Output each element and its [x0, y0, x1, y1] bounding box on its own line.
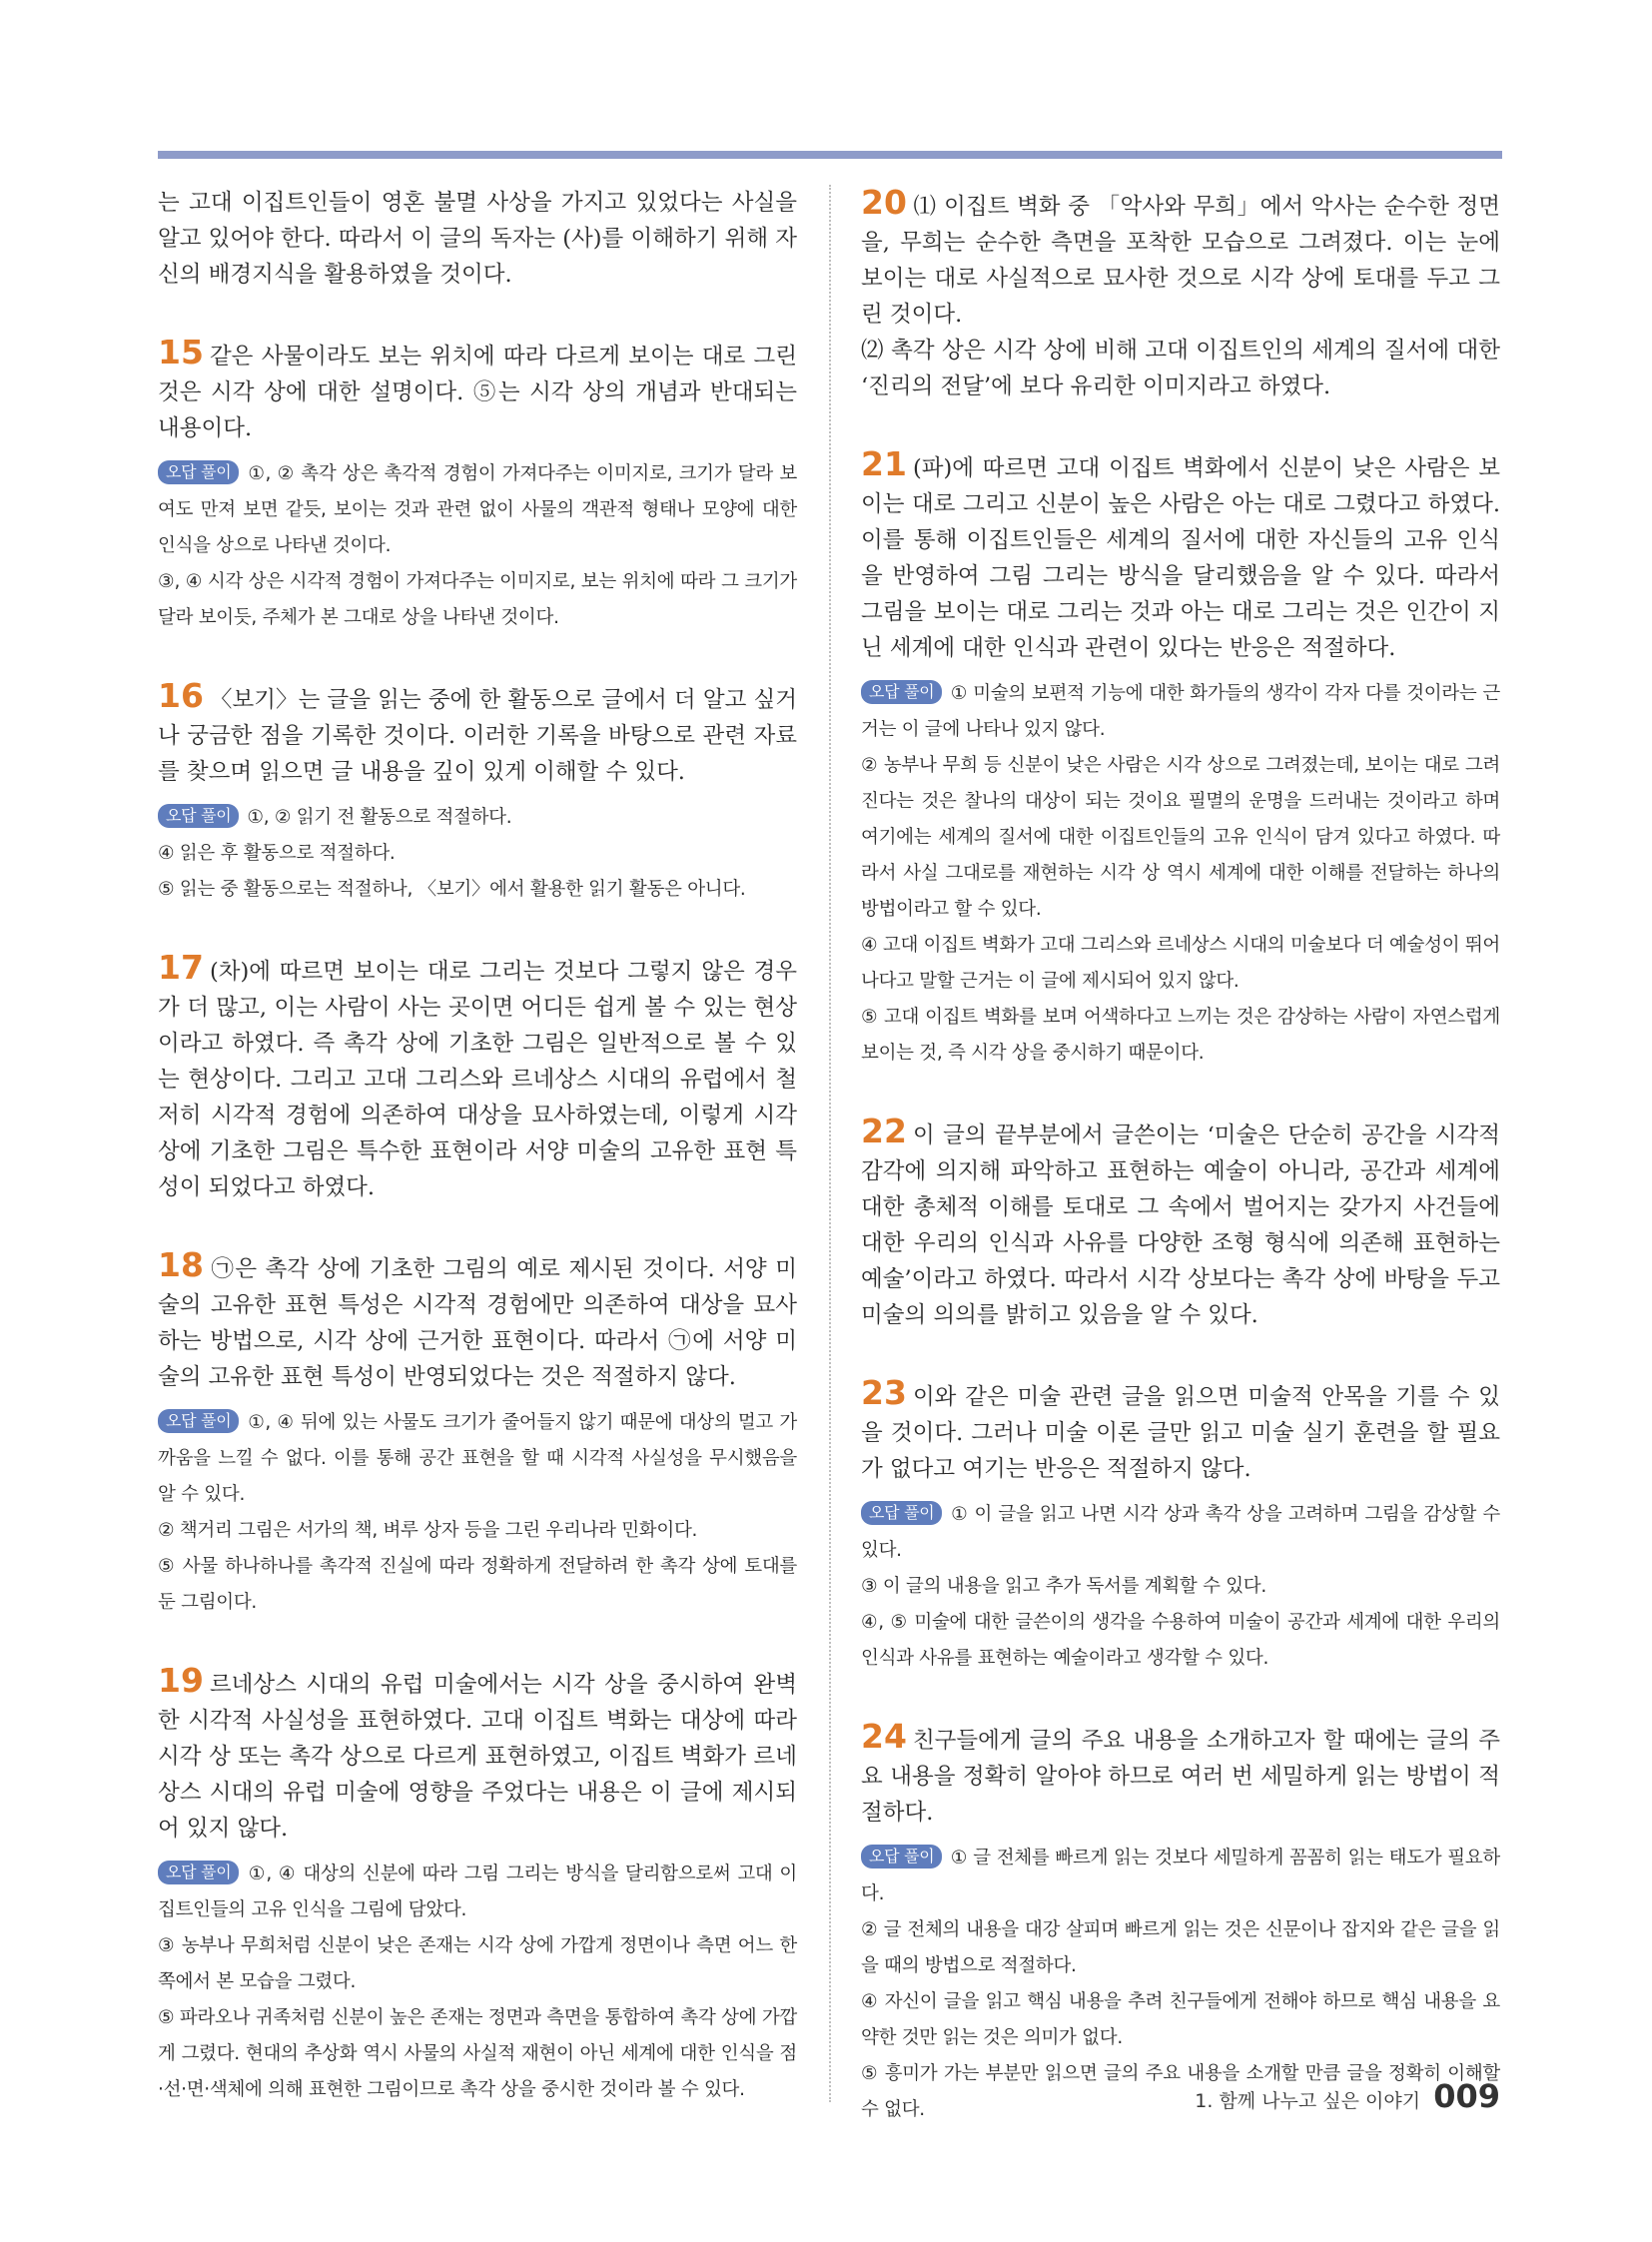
note-text: ⑤ 읽는 중 활동으로는 적절하나, 〈보기〉에서 활용한 읽기 활동은 아니다.: [158, 879, 746, 900]
note-text: ⑤ 흥미가 가는 부분만 읽으면 글의 주요 내용을 소개할 만큼 글을 정확히 이해할 수 없다.: [861, 2063, 1500, 2120]
answer-17: [158, 950, 797, 1205]
wrong-answer-badge: 오답 풀이: [861, 680, 942, 704]
answer-text: 〈보기〉는 글을 읽는 중에 한 활동으로 글에서 더 알고 싶거나 궁금한 점을 기록한 것이다. 이러한 기록을 바탕으로 관련 자료를 찾으며 읽으면 글 내용을 깊이 있게 이해할 수 있다.: [158, 687, 797, 785]
question-number: 24: [861, 1717, 907, 1756]
answer-text: ⑴ 이집트 벽화 중 「악사와 무희」에서 악사는 순수한 정면을, 무희는 순수한 측면을 포착한 모습으로 그려졌다. 이는 눈에 보이는 대로 사실적으로 묘사한 것으로 시각 상에 토대를 두고 그린 것이다.: [861, 194, 1500, 328]
question-number: 19: [158, 1661, 204, 1700]
note-text: ①, ④ 뒤에 있는 사물도 크기가 줄어들지 않기 때문에 대상의 멀고 가까움을 느낄 수 없다. 이를 통해 공간 표현을 할 때 시각적 사실성을 무시했음을 알 수 있다.: [158, 1412, 797, 1505]
note-text: ①, ② 촉각 상은 촉각적 경험이 가져다주는 이미지로, 크기가 달라 보여도 만져 보면 같듯, 보이는 것과 관련 없이 사물의 객관적 형태나 모양에 대한 인식을 상으로 나타낸 것이다.: [158, 463, 797, 556]
answer-19: [158, 1663, 797, 2108]
wrong-answer-badge: 오답 풀이: [158, 804, 239, 828]
wrong-answer-notes: [861, 1497, 1500, 1677]
answer-text: 친구들에게 글의 주요 내용을 소개하고자 할 때에는 글의 주요 내용을 정확히 알아야 하므로 여러 번 세밀하게 읽는 방법이 적절하다.: [861, 1728, 1500, 1826]
note-text: ① 이 글을 읽고 나면 시각 상과 촉각 상을 고려하며 그림을 감상할 수 있다.: [861, 1504, 1500, 1561]
wrong-answer-notes: [158, 456, 797, 636]
question-number: 15: [158, 333, 204, 372]
wrong-answer-badge: 오답 풀이: [158, 1409, 239, 1433]
intro-paragraph: 는 고대 이집트인들이 영혼 불멸 사상을 가지고 있었다는 사실을 알고 있어야 한다. 따라서 이 글의 독자는 (사)를 이해하기 위해 자신의 배경지식을 활용하였을 것이다.: [158, 190, 797, 288]
answer-16: [158, 678, 797, 908]
wrong-answer-notes: [158, 800, 797, 908]
question-number: 20: [861, 183, 907, 222]
wrong-answer-notes: [861, 676, 1500, 1072]
answer-text: 르네상스 시대의 유럽 미술에서는 시각 상을 중시하여 완벽한 시각적 사실성을 표현하였다. 고대 이집트 벽화는 대상에 따라 시각 상 또는 촉각 상으로 다르게 표현하였고, 이집트 벽화가 르네상스 시대의 유럽 미술에 영향을 주었다는 내용은 이 글에 제시되어 있지 않다.: [158, 1672, 797, 1842]
note-text: ⑤ 사물 하나하나를 촉각적 진실에 따라 정확하게 전달하려 한 촉각 상에 토대를 둔 그림이다.: [158, 1556, 797, 1613]
wrong-answer-notes: [158, 1405, 797, 1621]
column-divider: [829, 185, 831, 2102]
question-number: 17: [158, 948, 204, 987]
chapter-title: 1. 함께 나누고 싶은 이야기: [1195, 2090, 1421, 2112]
answer-15: [158, 335, 797, 636]
note-text: ①, ④ 대상의 신분에 따라 그림 그리는 방식을 달리함으로써 고대 이집트인들의 고유 인식을 그림에 담았다.: [158, 1864, 797, 1920]
note-text: ③ 농부나 무희처럼 신분이 낮은 존재는 시각 상에 가깝게 정면이나 측면 어느 한쪽에서 본 모습을 그렸다.: [158, 1935, 797, 1992]
note-text: ④ 읽은 후 활동으로 적절하다.: [158, 843, 396, 864]
wrong-answer-badge: 오답 풀이: [158, 460, 239, 484]
note-text: ⑤ 파라오나 귀족처럼 신분이 높은 존재는 정면과 측면을 통합하여 촉각 상에 가깝게 그렸다. 현대의 추상화 역시 사물의 사실적 재현이 아닌 세계에 대한 인식을 점·선·면·색체에 의해 표현한 그림이므로 촉각 상을 중시한 것이라 볼 수 있다.: [158, 2007, 797, 2100]
answer-21: [861, 446, 1500, 1072]
wrong-answer-badge: 오답 풀이: [861, 1501, 942, 1525]
wrong-answer-badge: 오답 풀이: [861, 1845, 942, 1868]
note-text: ① 미술의 보편적 기능에 대한 화가들의 생각이 각자 다를 것이라는 근거는 이 글에 나타나 있지 않다.: [861, 683, 1500, 740]
question-number: 16: [158, 676, 204, 715]
top-rule: [158, 151, 1502, 159]
note-text: ② 농부나 무희 등 신분이 낮은 사람은 시각 상으로 그려졌는데, 보이는 대로 그려진다는 것은 찰나의 대상이 되는 것이요 필멸의 운명을 드러내는 것이라고 하며 여기에는 세계의 질서에 대한 이집트인들의 고유 인식이 담겨 있다고 하였다. 따라서 사실 그대로를 재현하는 시각 상 역시 세계에 대한 이해를 전달하는 하나의 방법이라고 할 수 있다.: [861, 755, 1500, 920]
note-text: ④ 자신이 글을 읽고 핵심 내용을 추려 친구들에게 전해야 하므로 핵심 내용을 요약한 것만 읽는 것은 의미가 없다.: [861, 1991, 1500, 2048]
answer-24: [861, 1719, 1500, 2128]
note-text: ④, ⑤ 미술에 대한 글쓴이의 생각을 수용하여 미술이 공간과 세계에 대한 우리의 인식과 사유를 표현하는 예술이라고 생각할 수 있다.: [861, 1612, 1500, 1669]
wrong-answer-badge: 오답 풀이: [158, 1861, 239, 1884]
question-number: 22: [861, 1112, 907, 1150]
page-number: 009: [1433, 2077, 1500, 2115]
note-text: ② 글 전체의 내용을 대강 살피며 빠르게 읽는 것은 신문이나 잡지와 같은 글을 읽을 때의 방법으로 적절하다.: [861, 1919, 1500, 1976]
note-text: ② 책거리 그림은 서가의 책, 벼루 상자 등을 그린 우리나라 민화이다.: [158, 1520, 698, 1541]
question-number: 21: [861, 444, 907, 483]
note-text: ①, ② 읽기 전 활동으로 적절하다.: [247, 807, 512, 828]
note-text: ④ 고대 이집트 벽화가 고대 그리스와 르네상스 시대의 미술보다 더 예술성이 뛰어나다고 말할 근거는 이 글에 제시되어 있지 않다.: [861, 935, 1500, 992]
answer-text: (파)에 따르면 고대 이집트 벽화에서 신분이 낮은 사람은 보이는 대로 그리고 신분이 높은 사람은 아는 대로 그렸다고 하였다. 이를 통해 이집트인들은 세계의 질서에 대한 자신들의 고유 인식을 반영하여 그림 그리는 방식을 달리했음을 알 수 있다. 따라서 그림을 보이는 대로 그리는 것과 아는 대로 그리는 것은 인간이 지닌 세계에 대한 인식과 관련이 있다는 반응은 적절하다.: [861, 455, 1500, 661]
answer-text-extra: ⑵ 촉각 상은 시각 상에 비해 고대 이집트인의 세계의 질서에 대한 ‘진리의 전달’에 보다 유리한 이미지라고 하였다.: [861, 338, 1500, 399]
question-number: 18: [158, 1245, 204, 1284]
answer-text: ㉠은 촉각 상에 기초한 그림의 예로 제시된 것이다. 서양 미술의 고유한 표현 특성은 시각적 경험에만 의존하여 대상을 묘사하는 방법으로, 시각 상에 근거한 표현이다. 따라서 ㉠에 서양 미술의 고유한 표현 특성이 반영되었다는 것은 적절하지 않다.: [158, 1256, 797, 1390]
answer-text: 같은 사물이라도 보는 위치에 따라 다르게 보이는 대로 그린 것은 시각 상에 대한 설명이다. ⑤는 시각 상의 개념과 반대되는 내용이다.: [158, 344, 797, 441]
right-column: [861, 185, 1500, 2170]
answer-20: [861, 185, 1500, 404]
note-text: ⑤ 고대 이집트 벽화를 보며 어색하다고 느끼는 것은 감상하는 사람이 자연스럽게 보이는 것, 즉 시각 상을 중시하기 때문이다.: [861, 1007, 1500, 1064]
page-footer: [1195, 2077, 1500, 2115]
answer-text: (차)에 따르면 보이는 대로 그리는 것보다 그렇지 않은 경우가 더 많고, 이는 사람이 사는 곳이면 어디든 쉽게 볼 수 있는 현상이라고 하였다. 즉 촉각 상에 기초한 그림은 일반적으로 볼 수 있는 현상이다. 그리고 고대 그리스와 르네상스 시대의 유럽에서 철저히 시각적 경험에 의존하여 대상을 묘사하였는데, 이렇게 시각 상에 기초한 그림은 특수한 표현이라 서양 미술의 고유한 표현 특성이 되었다고 하였다.: [158, 959, 797, 1200]
note-text: ③, ④ 시각 상은 시각적 경험이 가져다주는 이미지로, 보는 위치에 따라 그 크기가 달라 보이듯, 주체가 본 그대로 상을 나타낸 것이다.: [158, 571, 797, 628]
answer-22: [861, 1114, 1500, 1333]
note-text: ① 글 전체를 빠르게 읽는 것보다 세밀하게 꼼꼼히 읽는 태도가 필요하다.: [861, 1848, 1500, 1904]
answer-text: 이와 같은 미술 관련 글을 읽으면 미술적 안목을 기를 수 있을 것이다. 그러나 미술 이론 글만 읽고 미술 실기 훈련을 할 필요가 없다고 여기는 반응은 적절하지 않다.: [861, 1384, 1500, 1482]
question-number: 23: [861, 1373, 907, 1412]
answer-18: [158, 1247, 797, 1621]
answer-23: [861, 1375, 1500, 1677]
wrong-answer-notes: [158, 1857, 797, 2108]
note-text: ③ 이 글의 내용을 읽고 추가 독서를 계획할 수 있다.: [861, 1576, 1266, 1597]
left-column: [158, 185, 797, 2150]
answer-text: 이 글의 끝부분에서 글쓴이는 ‘미술은 단순히 공간을 시각적 감각에 의지해 파악하고 표현하는 예술이 아니라, 공간과 세계에 대한 총체적 이해를 토대로 그 속에서 벌어지는 갖가지 사건들에 대한 우리의 인식과 사유를 다양한 조형 형식에 의존해 표현하는 예술’이라고 하였다. 따라서 시각 상보다는 촉각 상에 바탕을 두고 미술의 의의를 밝히고 있음을 알 수 있다.: [861, 1122, 1500, 1328]
